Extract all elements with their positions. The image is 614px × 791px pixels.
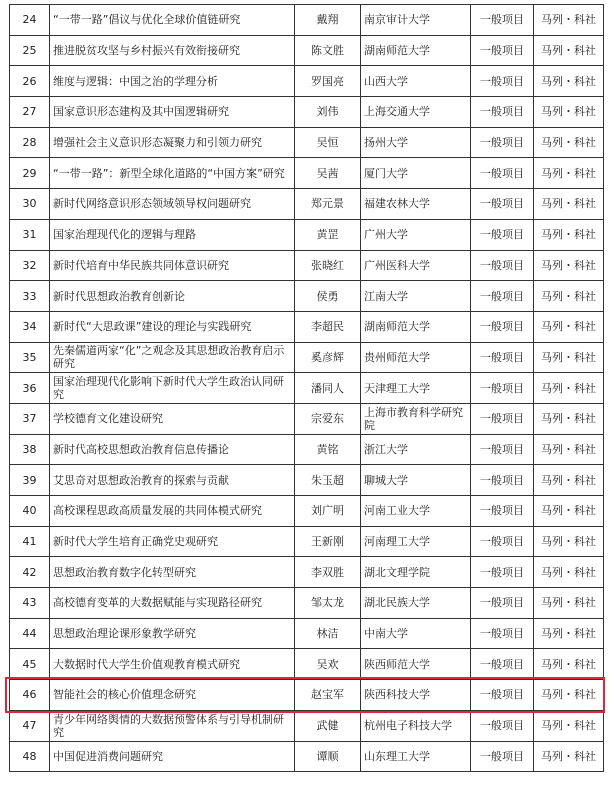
project-category-cell: 一般项目 [471, 342, 534, 373]
row-number-cell: 36 [10, 373, 50, 404]
institution-cell: 广州医科大学 [361, 250, 471, 281]
project-title-cell: 高校课程思政高质量发展的共同体模式研究 [50, 496, 295, 527]
discipline-cell: 马列・科社 [534, 526, 604, 557]
row-number-cell: 45 [10, 649, 50, 680]
project-title-cell: 增强社会主义意识形态凝聚力和引领力研究 [50, 127, 295, 158]
table-body [10, 5, 604, 772]
institution-cell: 河南理工大学 [361, 526, 471, 557]
researcher-name-cell: 刘广明 [295, 496, 361, 527]
table-row [10, 649, 604, 680]
table-row [10, 5, 604, 36]
project-title-cell: 新时代大学生培育正确党史观研究 [50, 526, 295, 557]
row-number-cell: 43 [10, 588, 50, 619]
discipline-cell: 马列・科社 [534, 710, 604, 741]
discipline-cell: 马列・科社 [534, 311, 604, 342]
row-number-cell: 38 [10, 434, 50, 465]
discipline-cell: 马列・科社 [534, 5, 604, 36]
institution-cell: 湖北文理学院 [361, 557, 471, 588]
project-category-cell: 一般项目 [471, 250, 534, 281]
table-row [10, 311, 604, 342]
discipline-cell: 马列・科社 [534, 434, 604, 465]
researcher-name-cell: 吴欢 [295, 649, 361, 680]
institution-cell: 湖南师范大学 [361, 35, 471, 66]
table-row [10, 250, 604, 281]
researcher-name-cell: 朱玉超 [295, 465, 361, 496]
researcher-name-cell: 奚彦辉 [295, 342, 361, 373]
project-title-cell: 新时代思想政治教育创新论 [50, 281, 295, 312]
row-number-cell: 32 [10, 250, 50, 281]
table-row [10, 189, 604, 220]
table-row [10, 219, 604, 250]
discipline-cell: 马列・科社 [534, 403, 604, 434]
row-number-cell: 29 [10, 158, 50, 189]
table-row [10, 66, 604, 97]
project-title-cell: 思想政治教育数字化转型研究 [50, 557, 295, 588]
institution-cell: 浙江大学 [361, 434, 471, 465]
table-row [10, 434, 604, 465]
institution-cell: 江南大学 [361, 281, 471, 312]
row-number-cell: 26 [10, 66, 50, 97]
discipline-cell: 马列・科社 [534, 465, 604, 496]
discipline-cell: 马列・科社 [534, 373, 604, 404]
discipline-cell: 马列・科社 [534, 588, 604, 619]
row-number-cell: 44 [10, 618, 50, 649]
researcher-name-cell: 刘伟 [295, 97, 361, 128]
institution-cell: 福建农林大学 [361, 189, 471, 220]
researcher-name-cell: 黄罡 [295, 219, 361, 250]
researcher-name-cell: 陈文胜 [295, 35, 361, 66]
table-row [10, 35, 604, 66]
project-category-cell: 一般项目 [471, 710, 534, 741]
institution-cell: 河南工业大学 [361, 496, 471, 527]
discipline-cell: 马列・科社 [534, 557, 604, 588]
project-category-cell: 一般项目 [471, 465, 534, 496]
institution-cell: 南京审计大学 [361, 5, 471, 36]
table-row [10, 281, 604, 312]
project-category-cell: 一般项目 [471, 649, 534, 680]
discipline-cell: 马列・科社 [534, 680, 604, 711]
project-title-cell: 新时代网络意识形态领域领导权问题研究 [50, 189, 295, 220]
researcher-name-cell: 黄铭 [295, 434, 361, 465]
table-row [10, 342, 604, 373]
researcher-name-cell: 李双胜 [295, 557, 361, 588]
discipline-cell: 马列・科社 [534, 35, 604, 66]
project-category-cell: 一般项目 [471, 281, 534, 312]
project-title-cell: 国家治理现代化的逻辑与理路 [50, 219, 295, 250]
project-category-cell: 一般项目 [471, 618, 534, 649]
row-number-cell: 46 [10, 680, 50, 711]
table-row [10, 496, 604, 527]
project-title-cell: 艾思奇对思想政治教育的探索与贡献 [50, 465, 295, 496]
project-title-cell: 学校德育文化建设研究 [50, 403, 295, 434]
discipline-cell: 马列・科社 [534, 342, 604, 373]
discipline-cell: 马列・科社 [534, 649, 604, 680]
row-number-cell: 28 [10, 127, 50, 158]
table-row [10, 741, 604, 772]
discipline-cell: 马列・科社 [534, 127, 604, 158]
researcher-name-cell: 李超民 [295, 311, 361, 342]
discipline-cell: 马列・科社 [534, 281, 604, 312]
researcher-name-cell: 宗爱东 [295, 403, 361, 434]
discipline-cell: 马列・科社 [534, 66, 604, 97]
row-number-cell: 42 [10, 557, 50, 588]
project-title-cell: 大数据时代大学生价值观教育模式研究 [50, 649, 295, 680]
project-category-cell: 一般项目 [471, 5, 534, 36]
project-category-cell: 一般项目 [471, 189, 534, 220]
discipline-cell: 马列・科社 [534, 250, 604, 281]
project-category-cell: 一般项目 [471, 496, 534, 527]
researcher-name-cell: 侯勇 [295, 281, 361, 312]
table-row [10, 373, 604, 404]
table-row [10, 127, 604, 158]
row-number-cell: 25 [10, 35, 50, 66]
project-title-cell: 先秦儒道两家“化”之观念及其思想政治教育启示研究 [50, 342, 295, 373]
row-number-cell: 31 [10, 219, 50, 250]
institution-cell: 中南大学 [361, 618, 471, 649]
project-category-cell: 一般项目 [471, 158, 534, 189]
project-title-cell: 高校德育变革的大数据赋能与实现路径研究 [50, 588, 295, 619]
table-row [10, 710, 604, 741]
project-category-cell: 一般项目 [471, 588, 534, 619]
institution-cell: 陕西科技大学 [361, 680, 471, 711]
row-number-cell: 35 [10, 342, 50, 373]
table-row [10, 465, 604, 496]
institution-cell: 杭州电子科技大学 [361, 710, 471, 741]
project-title-cell: 推进脱贫攻坚与乡村振兴有效衔接研究 [50, 35, 295, 66]
row-number-cell: 48 [10, 741, 50, 772]
researcher-name-cell: 谭顺 [295, 741, 361, 772]
researcher-name-cell: 赵宝军 [295, 680, 361, 711]
project-title-cell: 青少年网络舆情的大数据预警体系与引导机制研究 [50, 710, 295, 741]
researcher-name-cell: 武健 [295, 710, 361, 741]
discipline-cell: 马列・科社 [534, 97, 604, 128]
researcher-name-cell: 张晓红 [295, 250, 361, 281]
discipline-cell: 马列・科社 [534, 189, 604, 220]
row-number-cell: 24 [10, 5, 50, 36]
institution-cell: 山西大学 [361, 66, 471, 97]
discipline-cell: 马列・科社 [534, 496, 604, 527]
project-title-cell: 中国促进消费问题研究 [50, 741, 295, 772]
row-number-cell: 34 [10, 311, 50, 342]
project-title-cell: “一带一路”倡议与优化全球价值链研究 [50, 5, 295, 36]
project-category-cell: 一般项目 [471, 35, 534, 66]
project-title-cell: 新时代培育中华民族共同体意识研究 [50, 250, 295, 281]
project-category-cell: 一般项目 [471, 557, 534, 588]
table-row [10, 680, 604, 711]
project-category-cell: 一般项目 [471, 434, 534, 465]
table-row [10, 403, 604, 434]
table-row [10, 618, 604, 649]
institution-cell: 贵州师范大学 [361, 342, 471, 373]
table-row [10, 557, 604, 588]
table-row [10, 588, 604, 619]
row-number-cell: 27 [10, 97, 50, 128]
project-title-cell: 维度与逻辑：中国之治的学理分析 [50, 66, 295, 97]
discipline-cell: 马列・科社 [534, 741, 604, 772]
project-category-cell: 一般项目 [471, 66, 534, 97]
project-title-cell: 智能社会的核心价值理念研究 [50, 680, 295, 711]
researcher-name-cell: 潘同人 [295, 373, 361, 404]
institution-cell: 广州大学 [361, 219, 471, 250]
project-category-cell: 一般项目 [471, 311, 534, 342]
project-category-cell: 一般项目 [471, 680, 534, 711]
institution-cell: 上海交通大学 [361, 97, 471, 128]
row-number-cell: 47 [10, 710, 50, 741]
project-category-cell: 一般项目 [471, 741, 534, 772]
table-row [10, 526, 604, 557]
researcher-name-cell: 林洁 [295, 618, 361, 649]
institution-cell: 上海市教育科学研究院 [361, 403, 471, 434]
row-number-cell: 37 [10, 403, 50, 434]
project-title-cell: 新时代“大思政课”建设的理论与实践研究 [50, 311, 295, 342]
project-title-cell: 国家意识形态建构及其中国逻辑研究 [50, 97, 295, 128]
researcher-name-cell: 郑元景 [295, 189, 361, 220]
project-title-cell: 思想政治理论课形象教学研究 [50, 618, 295, 649]
project-title-cell: “一带一路”：新型全球化道路的“中国方案”研究 [50, 158, 295, 189]
table-row [10, 158, 604, 189]
project-category-cell: 一般项目 [471, 97, 534, 128]
researcher-name-cell: 罗国亮 [295, 66, 361, 97]
institution-cell: 山东理工大学 [361, 741, 471, 772]
researcher-name-cell: 吴茜 [295, 158, 361, 189]
row-number-cell: 39 [10, 465, 50, 496]
researcher-name-cell: 戴翔 [295, 5, 361, 36]
project-title-cell: 新时代高校思想政治教育信息传播论 [50, 434, 295, 465]
project-category-cell: 一般项目 [471, 403, 534, 434]
row-number-cell: 40 [10, 496, 50, 527]
row-number-cell: 30 [10, 189, 50, 220]
institution-cell: 厦门大学 [361, 158, 471, 189]
researcher-name-cell: 吴恒 [295, 127, 361, 158]
row-number-cell: 41 [10, 526, 50, 557]
discipline-cell: 马列・科社 [534, 158, 604, 189]
project-title-cell: 国家治理现代化影响下新时代大学生政治认同研究 [50, 373, 295, 404]
discipline-cell: 马列・科社 [534, 219, 604, 250]
project-list-table [9, 4, 604, 772]
table-row [10, 97, 604, 128]
institution-cell: 陕西师范大学 [361, 649, 471, 680]
institution-cell: 聊城大学 [361, 465, 471, 496]
researcher-name-cell: 邹太龙 [295, 588, 361, 619]
institution-cell: 湖南师范大学 [361, 311, 471, 342]
researcher-name-cell: 王新刚 [295, 526, 361, 557]
discipline-cell: 马列・科社 [534, 618, 604, 649]
project-category-cell: 一般项目 [471, 219, 534, 250]
row-number-cell: 33 [10, 281, 50, 312]
institution-cell: 天津理工大学 [361, 373, 471, 404]
institution-cell: 扬州大学 [361, 127, 471, 158]
institution-cell: 湖北民族大学 [361, 588, 471, 619]
project-category-cell: 一般项目 [471, 526, 534, 557]
project-category-cell: 一般项目 [471, 127, 534, 158]
project-category-cell: 一般项目 [471, 373, 534, 404]
